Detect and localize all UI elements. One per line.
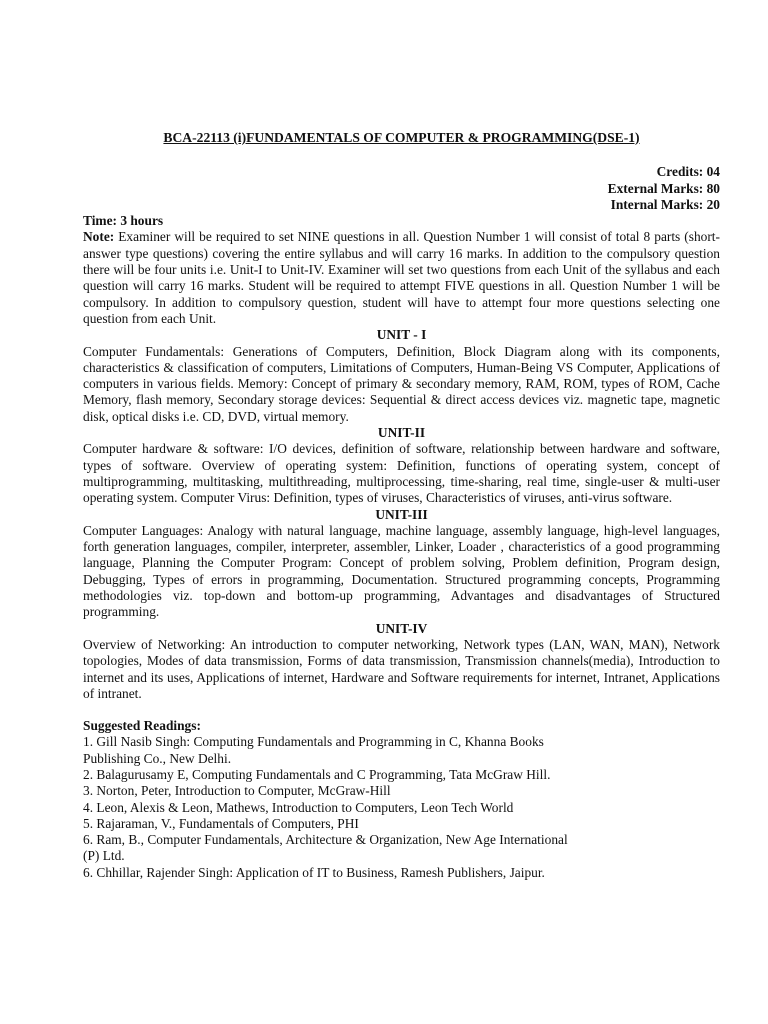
- external-marks: External Marks: 80: [607, 180, 720, 196]
- unit-2-heading: UNIT-II: [377, 425, 426, 441]
- reading-item: 1. Gill Nasib Singh: Computing Fundamentals and Programming in C, Khanna Books: [83, 734, 544, 750]
- unit-4-heading: UNIT-IV: [375, 620, 428, 636]
- unit-1-heading: UNIT - I: [376, 327, 427, 343]
- readings-heading: Suggested Readings:: [83, 718, 201, 734]
- reading-item: 2. Balagurusamy E, Computing Fundamentals and C Programming, Tata McGraw Hill.: [83, 766, 551, 782]
- syllabus-page: [83, 130, 720, 881]
- unit-1-text: Computer Fundamentals: Generations of Computers, Definition, Block Diagram along with its components, characteristics & classification of computers, Limitations of Computers, Human-Being VS Computer, Applications of computers in various fields. Memory: Concept of primary & secondary memory, RAM, ROM, types of ROM, Cache Memory, flash memory, Secondary storage devices: Sequential & direct access devices viz. magnetic tape, magnetic disk, optical disks i.e. CD, DVD, virtual memory.: [83, 343, 720, 424]
- reading-item: 5. Rajaraman, V., Fundamentals of Computers, PHI: [83, 815, 359, 831]
- unit-3-text: Computer Languages: Analogy with natural language, machine language, assembly language, high-level languages, forth generation languages, compiler, interpreter, assembler, Linker, Loader , characteristics of a good programming language, Planning the Computer Program: Concept of problem solving, Problem definition, Program design, Debugging, Types of errors in programming, Documentation. Structured programming concepts, Programming methodologies viz. top-down and bottom-up programming, Advantages and disadvantages of Structured programming.: [83, 522, 720, 620]
- reading-item: 6. Chhillar, Rajender Singh: Application of IT to Business, Ramesh Publishers, Jaipur.: [83, 864, 545, 880]
- page-title: BCA-22113 (i)FUNDAMENTALS OF COMPUTER & PROGRAMMING(DSE-1): [163, 130, 640, 145]
- note-text: Examiner will be required to set NINE questions in all. Question Number 1 will consist of total 8 parts (short-answer type questions) covering the entire syllabus and will carry 16 marks. In addition to the compulsory question there will be four units i.e. Unit-I to Unit-IV. Examiner will set two questions from each Unit of the syllabus and each question will carry 16 marks. Student will be required to attempt FIVE questions in all. Question Number 1 will be compulsory. In addition to compulsory question, student will have to attempt four more questions selecting one question from each Unit.: [83, 229, 720, 326]
- reading-item: Publishing Co., New Delhi.: [83, 750, 232, 766]
- note-paragraph: [83, 229, 720, 327]
- reading-item: 4. Leon, Alexis & Leon, Mathews, Introduction to Computers, Leon Tech World: [83, 799, 514, 815]
- unit-4-text: Overview of Networking: An introduction to computer networking, Network types (LAN, WAN, MAN), Network topologies, Modes of data transmission, Forms of data transmission, Transmission channels(media), Introduction to internet and its uses, Applications of internet, Hardware and Software requirements for internet, Intranet, Applications of intranet.: [83, 636, 720, 701]
- internal-marks: Internal Marks: 20: [610, 196, 720, 212]
- credits: Credits: 04: [656, 164, 720, 180]
- reading-item: 6. Ram, B., Computer Fundamentals, Architecture & Organization, New Age International: [83, 832, 568, 848]
- reading-item: 3. Norton, Peter, Introduction to Computer, McGraw-Hill: [83, 783, 391, 799]
- unit-2-text: Computer hardware & software: I/O devices, definition of software, relationship between hardware and software, types of software. Overview of operating system: Definition, functions of operating system, concept of multiprogramming, multitasking, multithreading, multiprocessing, time-sharing, real time, single-user & multi-user operating system. Computer Virus: Definition, types of viruses, Characteristics of viruses, anti-virus software.: [83, 441, 720, 506]
- reading-item: (P) Ltd.: [83, 848, 125, 864]
- note-label: Note:: [83, 229, 115, 245]
- unit-3-heading: UNIT-III: [375, 506, 428, 522]
- exam-time: Time: 3 hours: [83, 213, 164, 229]
